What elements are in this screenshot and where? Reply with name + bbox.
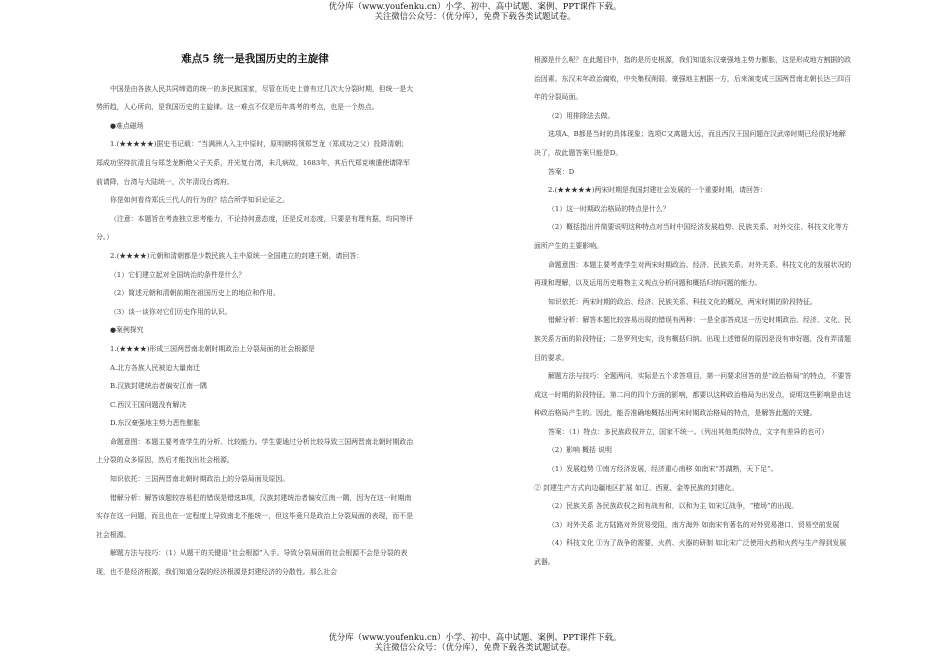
right-column <box>534 51 852 572</box>
sub-question: （3）谈一谈你对它们历史作用的认识。 <box>110 307 232 316</box>
answer-item: （2）民族关系 各民族政权之间有战有和，以和为主 如宋辽战争，“榷场”的出现。 <box>548 502 799 511</box>
question-paragraph: 1.(★★★★)形成三国两晋南北朝时期政治上分裂局面的社会根源是 <box>110 344 315 353</box>
sub-question: （2）概括指出并简要说明这种特点对当时中国经济发展趋势、民族关系、对外交往、科技文化等方面所产生的主要影响。 <box>534 223 849 250</box>
analysis-paragraph: 解题方法与技巧：（1）从题干的关键语“社会根源”入手。导致分裂局面的社会根源不会是分裂的表现，也不是经济根源，我们知道分裂的经济根源是封建经济的分散性。那么社会 <box>96 549 408 577</box>
question-paragraph: 2.(★★★★★)两宋时期是我国封建社会发展的一个重要时期，请回答： <box>548 186 767 195</box>
analysis-paragraph: 命题意图：本题主要考查学生对两宋时期政治、经济、民族关系、对外关系、科技文化的发展状况的再现和理解，以及运用历史唯物主义观点分析问题和概括归纳问题的能力。 <box>534 260 852 288</box>
answer-item: （4）科技文化 ①为了战争的需要，火药、火器的研制 如北宋广泛使用火药和火药与生产得到发展 武器。 <box>534 539 847 567</box>
section-heading: ●难点磁场 <box>110 121 144 130</box>
sub-question: （2）简述元朝和清朝前期在祖国历史上的地位和作用。 <box>110 289 280 298</box>
option-a: A.北方各族人民被迫大量南迁 <box>110 363 200 372</box>
analysis-paragraph: 错解分析：解答本题比较容易出现的错误有两种：一是全部答成这一历史时期政治、经济、文化、民族关系方面的阶段特征；二是罗列史实，没有概括归纳。出现上述错误的原因是没有审好题，没有弄清题目的要求。 <box>534 316 852 362</box>
analysis-paragraph: 知识依托：三国两晋南北朝时期政治上的分裂局面及原因。 <box>110 475 290 484</box>
sub-question: （1）这一时期政治格局的特点是什么？ <box>548 204 670 213</box>
option-c: C.西汉王国问题没有解决 <box>110 400 187 409</box>
answer-item: （1）发展趋势 ①南方经济发展，经济重心南移 如南宋“苏湖熟，天下足”。 <box>548 465 778 474</box>
header-banner <box>0 1 950 21</box>
question-paragraph: 2.(★★★★)元朝和清朝都是少数民族入主中原统一全国建立的封建王朝，请回答： <box>110 251 364 260</box>
footer-line-2: 关注微信公众号：（优分库），免费下载各类试题试卷。 <box>374 642 576 652</box>
footer-banner <box>0 632 950 652</box>
page-title: 难点5 统一是我国历史的主旋律 <box>181 53 329 65</box>
analysis-paragraph: 根源是什么呢？在此题目中，指的是历史根源，我们知道东汉豪强地主势力膨胀，这是形成地方割据的政治因素。东汉末年政治腐败，中央集权削弱，豪强地主割据一方，后来演变成三国两晋南北朝长达三四百年的分裂局面。 <box>534 56 851 102</box>
analysis-paragraph: （2）用排除法去做。 <box>548 111 615 120</box>
header-line-2: 关注微信公众号：（优分库），免费下载各类试题试卷。 <box>374 11 576 21</box>
option-d: D.东汉豪强地主势力恶性膨胀 <box>110 419 201 428</box>
answer-paragraph: 答案：（1）特点：多民族政权并立，国家不统一。（列出其他类似特点，文字有差异的也可） <box>548 427 828 436</box>
section-heading: ●案例探究 <box>110 326 144 335</box>
answer-item: ② 封建生产方式向边疆地区扩展 如辽、西夏、金等民族的封建化。 <box>534 483 739 492</box>
left-column <box>96 51 414 582</box>
analysis-paragraph: 错解分析：解答该题较容易犯的错误是错选B项，汉族封建统治者偏安江南一隅，因为在这一时期南实存在这一问题，而且也在一定程度上导致南北不能统一，但这毕竟只是政治上分裂局面的表现，而不是社会根源。 <box>96 493 413 539</box>
analysis-paragraph: 知识依托：两宋时期的政治、经济、民族关系、科技文化的概况，两宋时期的阶段特征。 <box>548 297 817 306</box>
answer-item: （2）影响 概括 说明 <box>548 446 612 455</box>
answer-paragraph: 答案：D <box>548 167 575 176</box>
option-b: B.汉族封建统治者偏安江南一隅 <box>110 382 207 391</box>
footer-line-1: 优分库（www.youfenku.cn）小学、初中、高中试题、案例、PPT课件下载。 <box>328 632 622 642</box>
sub-question: （1）它们建立起对全国统治的条件是什么？ <box>110 270 246 279</box>
note-paragraph: （注意：本题旨在考查独立思考能力，不论持何意态度，还是反对态度，只要是有理有据，均同等评分。） <box>96 214 414 242</box>
question-paragraph: 你是如何看待郑氏三代人的行为的？结合所学知识论证之。 <box>110 196 290 205</box>
question-paragraph: 1.(★★★★★)据史书记载：“当满洲人入主中原时，原明朝将领郑芝龙（郑成功之父）投降清朝；郑成功坚持抗清且与郑芝龙断绝父子关系，并光复台湾，未几病故，1683年，其后代郑克塽遣使请降军前请降，台湾与大陆统一，次年清设台湾府。 <box>96 140 410 186</box>
analysis-paragraph: 命题意图：本题主要考查学生的分析、比较能力。学生要通过分析比较导致三国两晋南北朝时期政治上分裂的众多原因，然后才能找出社会根源。 <box>96 437 414 465</box>
answer-item: （3）对外关系 北方陆路对外贸易受阻，南方海外 如南宋有著名的对外贸易港口，贸易空前发展 <box>548 520 840 529</box>
analysis-paragraph: 解题方法与技巧：全题两问，实际是五个求答项目，第一问要求回答的是“政治格局”的特点，不要答成这一时期的阶段特征。第二问的四个方面的影响，都要以这种政治格局为出发点，说明这些影响是由这种政治格局产生的。因此，能否准确地概括出两宋时期政治格局的特点，是解答此题的关键。 <box>534 372 852 418</box>
header-line-1: 优分库（www.youfenku.cn）小学、初中、高中试题、案例、PPT课件下载。 <box>328 1 622 11</box>
analysis-paragraph: 选项A、B都是当时的具体现象；选项C又离题太远，而且西汉王国问题在汉武帝时期已经很好地解决了，故此题答案只能是D。 <box>534 130 846 157</box>
intro-paragraph: 中国是由各族人民共同缔造的统一的多民族国家，尽管在历史上曾有过几次大分裂时期，但统一是大势所趋，人心所向，是我国历史的主旋律。这一难点不仅是历年高考的考点，也是一个热点。 <box>96 84 414 112</box>
